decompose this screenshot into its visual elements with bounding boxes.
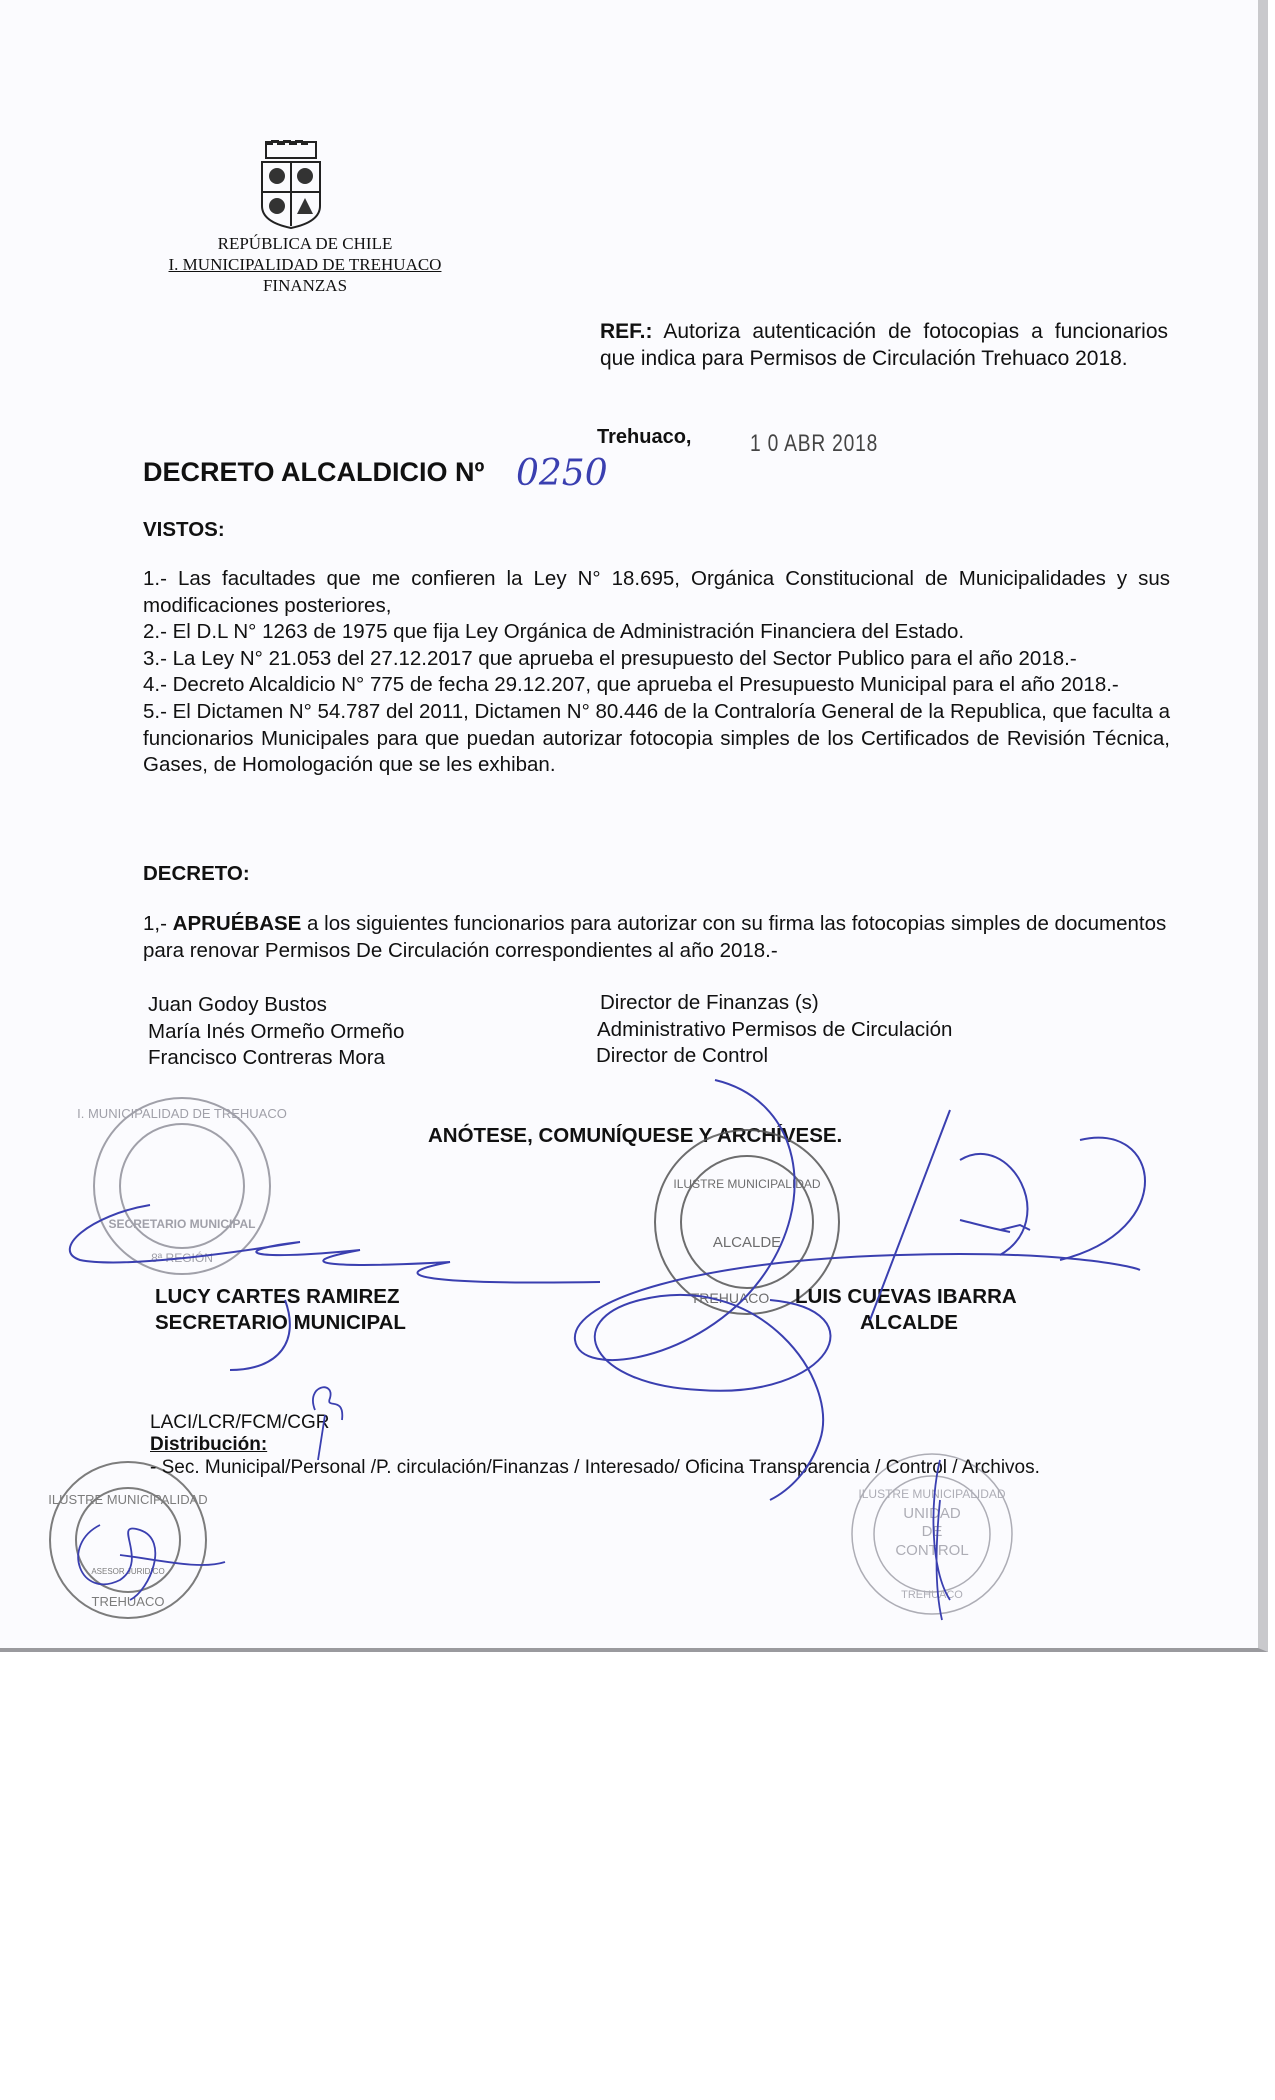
distribution-list: - Sec. Municipal/Personal /P. circulación/Finanzas / Interesado/ Oficina Transparencia / Control / Archivos.	[150, 1457, 1040, 1478]
secretary-stamp	[77, 1098, 287, 1274]
mayor-title: ALCALDE	[860, 1311, 958, 1334]
control-stamp-line: DE	[921, 1523, 943, 1540]
decreto-item-number: 1,-	[143, 912, 167, 935]
secretary-stamp-bottom: 8ª REGIÓN	[151, 1251, 213, 1265]
decreto-heading: DECRETO:	[143, 862, 250, 885]
control-stamp	[852, 1454, 1012, 1614]
vistos-item: 4.- Decreto Alcaldicio N° 775 de fecha 29.12.207, que aprueba el Presupuesto Municipal para el año 2018.-	[143, 673, 1119, 697]
vistos-heading: VISTOS:	[143, 518, 225, 541]
secretary-name: LUCY CARTES RAMIREZ	[155, 1285, 400, 1308]
closing-formula: ANÓTESE, COMUNÍQUESE Y ARCHÍVESE.	[428, 1124, 843, 1147]
official-role: Director de Control	[596, 1044, 769, 1068]
official-name: María Inés Ormeño Ormeño	[148, 1019, 405, 1043]
control-stamp-line: UNIDAD	[903, 1505, 961, 1522]
decreto-item-text: a los siguientes funcionarios para autorizar con su firma las fotocopias simples de documentos para renovar Permisos De Circulación correspondientes al año 2018.-	[143, 912, 1167, 962]
official-name: Juan Godoy Bustos	[148, 993, 327, 1016]
mayor-stamp-bottom: TREHUACO	[690, 1290, 770, 1306]
department-label: FINANZAS	[262, 276, 348, 295]
secretary-stamp-center: SECRETARIO MUNICIPAL	[108, 1217, 256, 1231]
place-label: Trehuaco,	[597, 426, 692, 448]
control-stamp-bottom: TREHUACO	[901, 1589, 963, 1601]
secretary-title: SECRETARIO MUNICIPAL	[155, 1311, 406, 1334]
secretary-signatory	[155, 1284, 406, 1336]
mayor-signatory	[795, 1284, 1017, 1336]
municipality-label: I. MUNICIPALIDAD DE TREHUACO	[168, 255, 442, 274]
vistos-item: 5.- El Dictamen N° 54.787 del 2011, Dictamen N° 80.446 de la Contraloría General de la Republica, que faculta a funcionarios Municipales para que puedan autorizar fotocopia simples de los Certificados de Revisión Técnica, Gases, de Homologación que se les exhiban.	[143, 699, 1170, 777]
legal-stamp-center: ASESOR JURIDICO	[91, 1567, 165, 1576]
official-role: Administrativo Permisos de Circulación	[597, 1017, 953, 1041]
decree-number-handwritten: 0250	[516, 453, 608, 494]
legal-stamp-bottom: TREHUACO	[91, 1594, 165, 1609]
initials: LACI/LCR/FCM/CGR	[150, 1412, 330, 1433]
secretary-stamp-ring: I. MUNICIPALIDAD DE TREHUACO	[77, 1106, 287, 1121]
republic-label: REPÚBLICA DE CHILE	[217, 234, 393, 253]
vistos-item: 2.- El D.L N° 1263 de 1975 que fija Ley Orgánica de Administración Financiera del Estado.	[143, 620, 965, 644]
ref-label: REF.:	[600, 320, 653, 343]
decree-title: DECRETO ALCALDICIO Nº	[143, 457, 485, 487]
decreto-item-verb: APRUÉBASE	[172, 912, 302, 935]
mayor-stamp-center: ALCALDE	[712, 1234, 782, 1251]
control-stamp-line: CONTROL	[895, 1542, 969, 1559]
control-stamp-ring: ILUSTRE MUNICIPALIDAD	[858, 1487, 1006, 1501]
vistos-item: 1.- Las facultades que me confieren la Ley N° 18.695, Orgánica Constitucional de Municipalidades y sus modificaciones posteriores,	[143, 567, 1170, 617]
mayor-name: LUIS CUEVAS IBARRA	[795, 1285, 1017, 1308]
legal-stamp-ring: ILUSTRE MUNICIPALIDAD	[48, 1492, 208, 1507]
mayor-stamp-ring: ILUSTRE MUNICIPALIDAD	[673, 1177, 821, 1191]
legal-stamp	[48, 1462, 207, 1618]
distribution-label: Distribución:	[150, 1434, 268, 1455]
vistos-item: 3.- La Ley N° 21.053 del 27.12.2017 que aprueba el presupuesto del Sector Publico para el año 2018.-	[143, 646, 1077, 670]
official-role: Director de Finanzas (s)	[600, 991, 819, 1014]
date-stamp: 1 0 ABR 2018	[750, 430, 879, 457]
ref-text: Autoriza autenticación de fotocopias a funcionarios que indica para Permisos de Circulación Trehuaco 2018.	[600, 320, 1168, 370]
official-name: Francisco Contreras Mora	[148, 1046, 385, 1070]
